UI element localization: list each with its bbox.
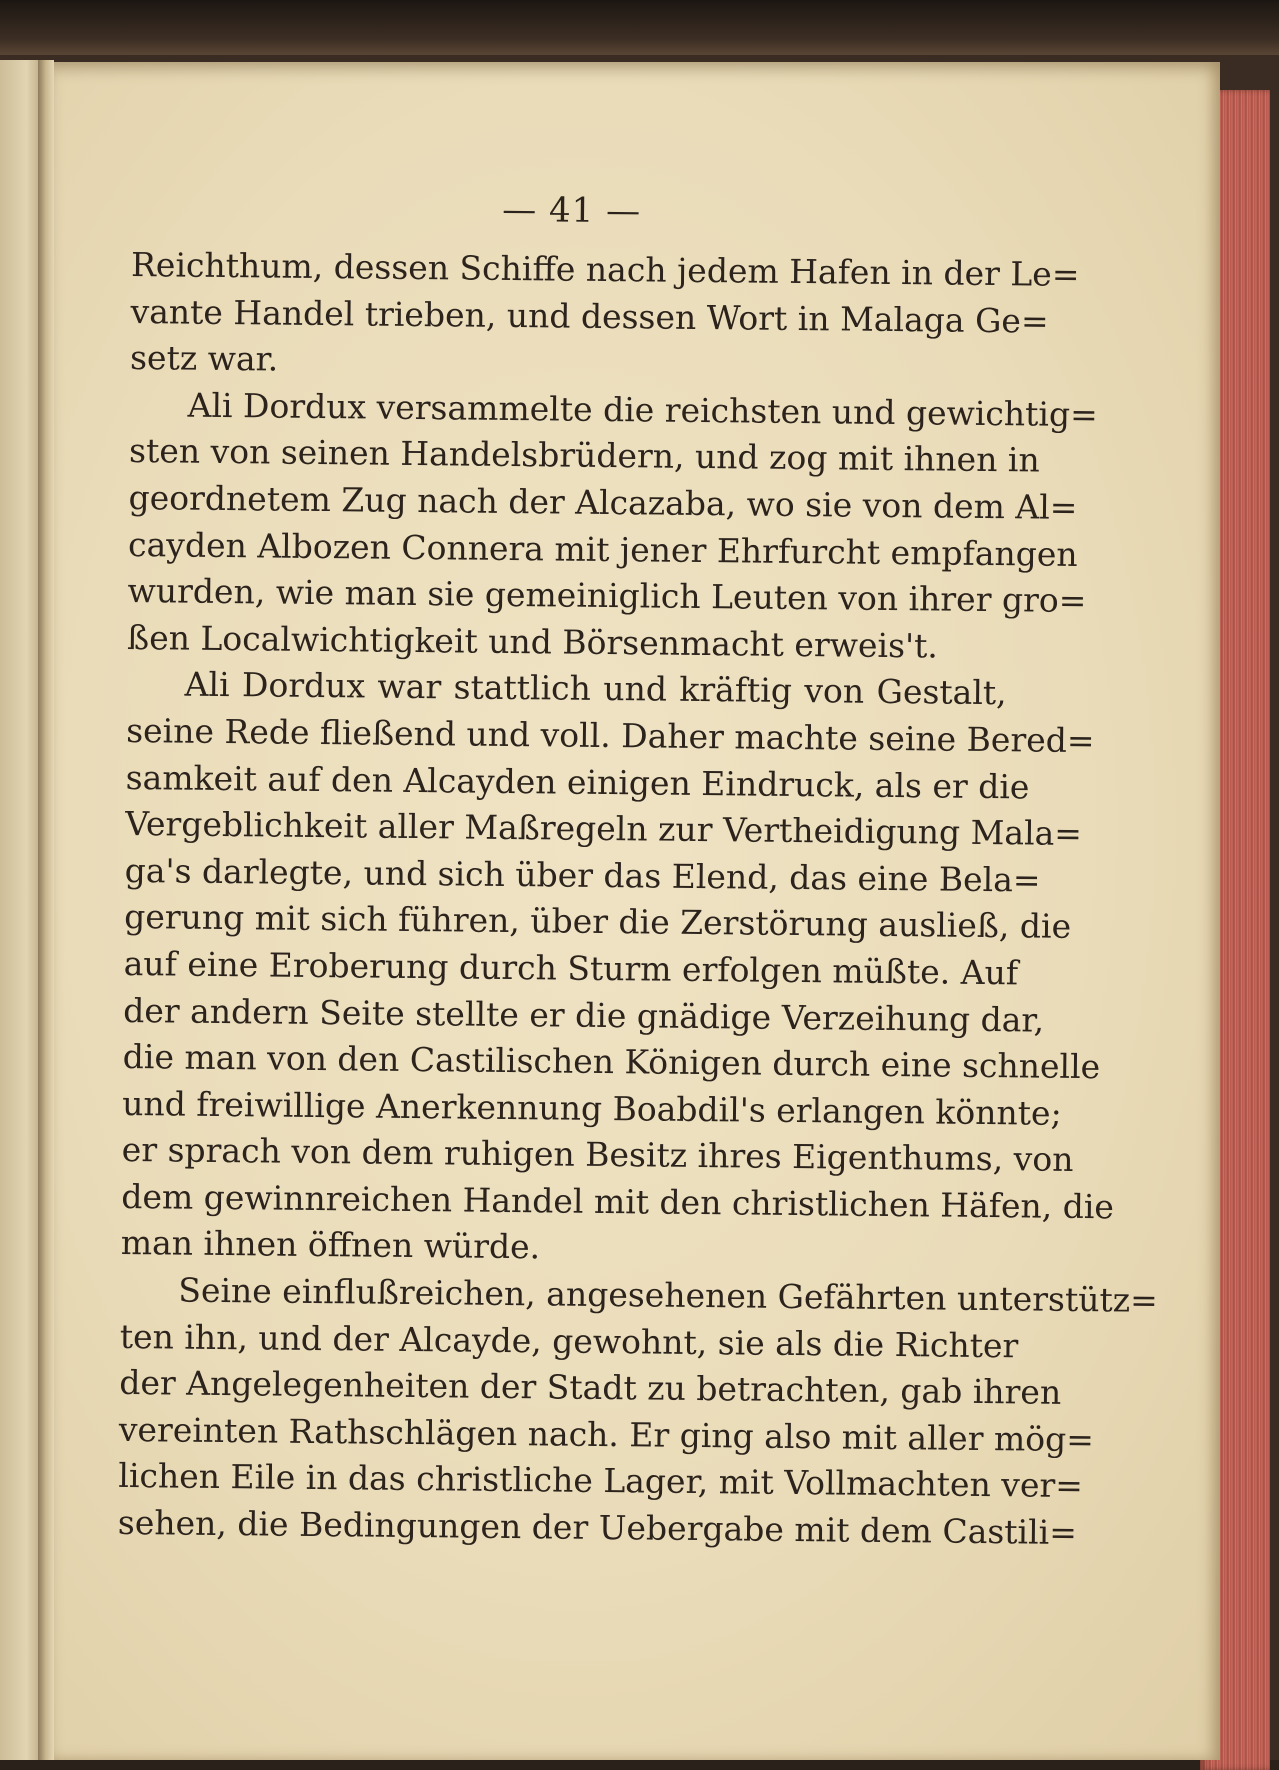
page-text [117,176,1158,1556]
text-line: setz war. [129,338,279,379]
text-line: und freiwillige Anerkennung Boabdil's erlangen könnte; [122,1083,1062,1133]
text-line: lichen Eile in das christliche Lager, mit Vollmachten ver= [118,1456,1084,1506]
text-line: die man von den Castilischen Königen durch eine schnelle [122,1037,1101,1087]
book-gutter [38,60,54,1760]
text-line: der andern Seite stellte er die gnädige Verzeihung dar, [123,990,1045,1040]
text-line: gerung mit sich führen, über die Zerstörung ausließ, die [124,897,1072,947]
text-line: seine Rede fließend und voll. Daher machte seine Bered= [125,710,1095,761]
text-line: auf eine Eroberung durch Sturm erfolgen müßte. Auf [123,943,1019,993]
text-line: Ali Dordux war stattlich und kräftig von Gestalt, [184,664,1007,713]
text-line: er sprach von dem ruhigen Besitz ihres Eigenthums, von [121,1130,1074,1180]
text-line: wurden, wie man sie gemeiniglich Leuten von ihrer gro= [127,571,1087,621]
text-line: Reichthum, dessen Schiffe nach jedem Hafen in der Le= [130,244,1080,294]
text-line: cayden Albozen Connera mit jener Ehrfurcht empfangen [127,524,1078,574]
text-line: geordnetem Zug nach der Alcazaba, wo sie von dem Al= [128,477,1078,527]
page-number: — 41 — [502,189,642,232]
text-line: der Angelegenheiten der Stadt zu betrachten, gab ihren [119,1363,1062,1413]
text-line: Ali Dordux versammelte die reichsten und gewichtig= [187,385,1098,434]
text-line: Vergeblichkeit aller Maßregeln zur Vertheidigung Mala= [125,804,1083,854]
text-line: sehen, die Bedingungen der Uebergabe mit dem Castili= [117,1502,1078,1552]
text-line: sten von seinen Handelsbrüdern, und zog mit ihnen in [128,431,1040,480]
text-line: man ihnen öffnen würde. [120,1223,541,1267]
book-top-edge [0,0,1279,55]
text-line: Seine einflußreichen, angesehenen Gefährten unterstütz= [178,1270,1158,1320]
text-line: vereinten Rathschlägen nach. Er ging also mit aller mög= [118,1409,1095,1459]
text-line: ßen Localwichtigkeit und Börsenmacht erweis't. [126,617,939,666]
text-line: ten ihn, und der Alcayde, gewohnt, sie als die Richter [119,1316,1019,1366]
text-lines [117,242,1158,1556]
text-line: vante Handel trieben, und dessen Wort in Malaga Ge= [130,291,1049,341]
text-line: dem gewinnreichen Handel mit den christlichen Häfen, die [121,1176,1115,1227]
text-line: ga's darlegte, und sich über das Elend, das eine Bela= [124,850,1041,900]
text-line: samkeit auf den Alcayden einigen Eindruck, als er die [125,757,1030,806]
